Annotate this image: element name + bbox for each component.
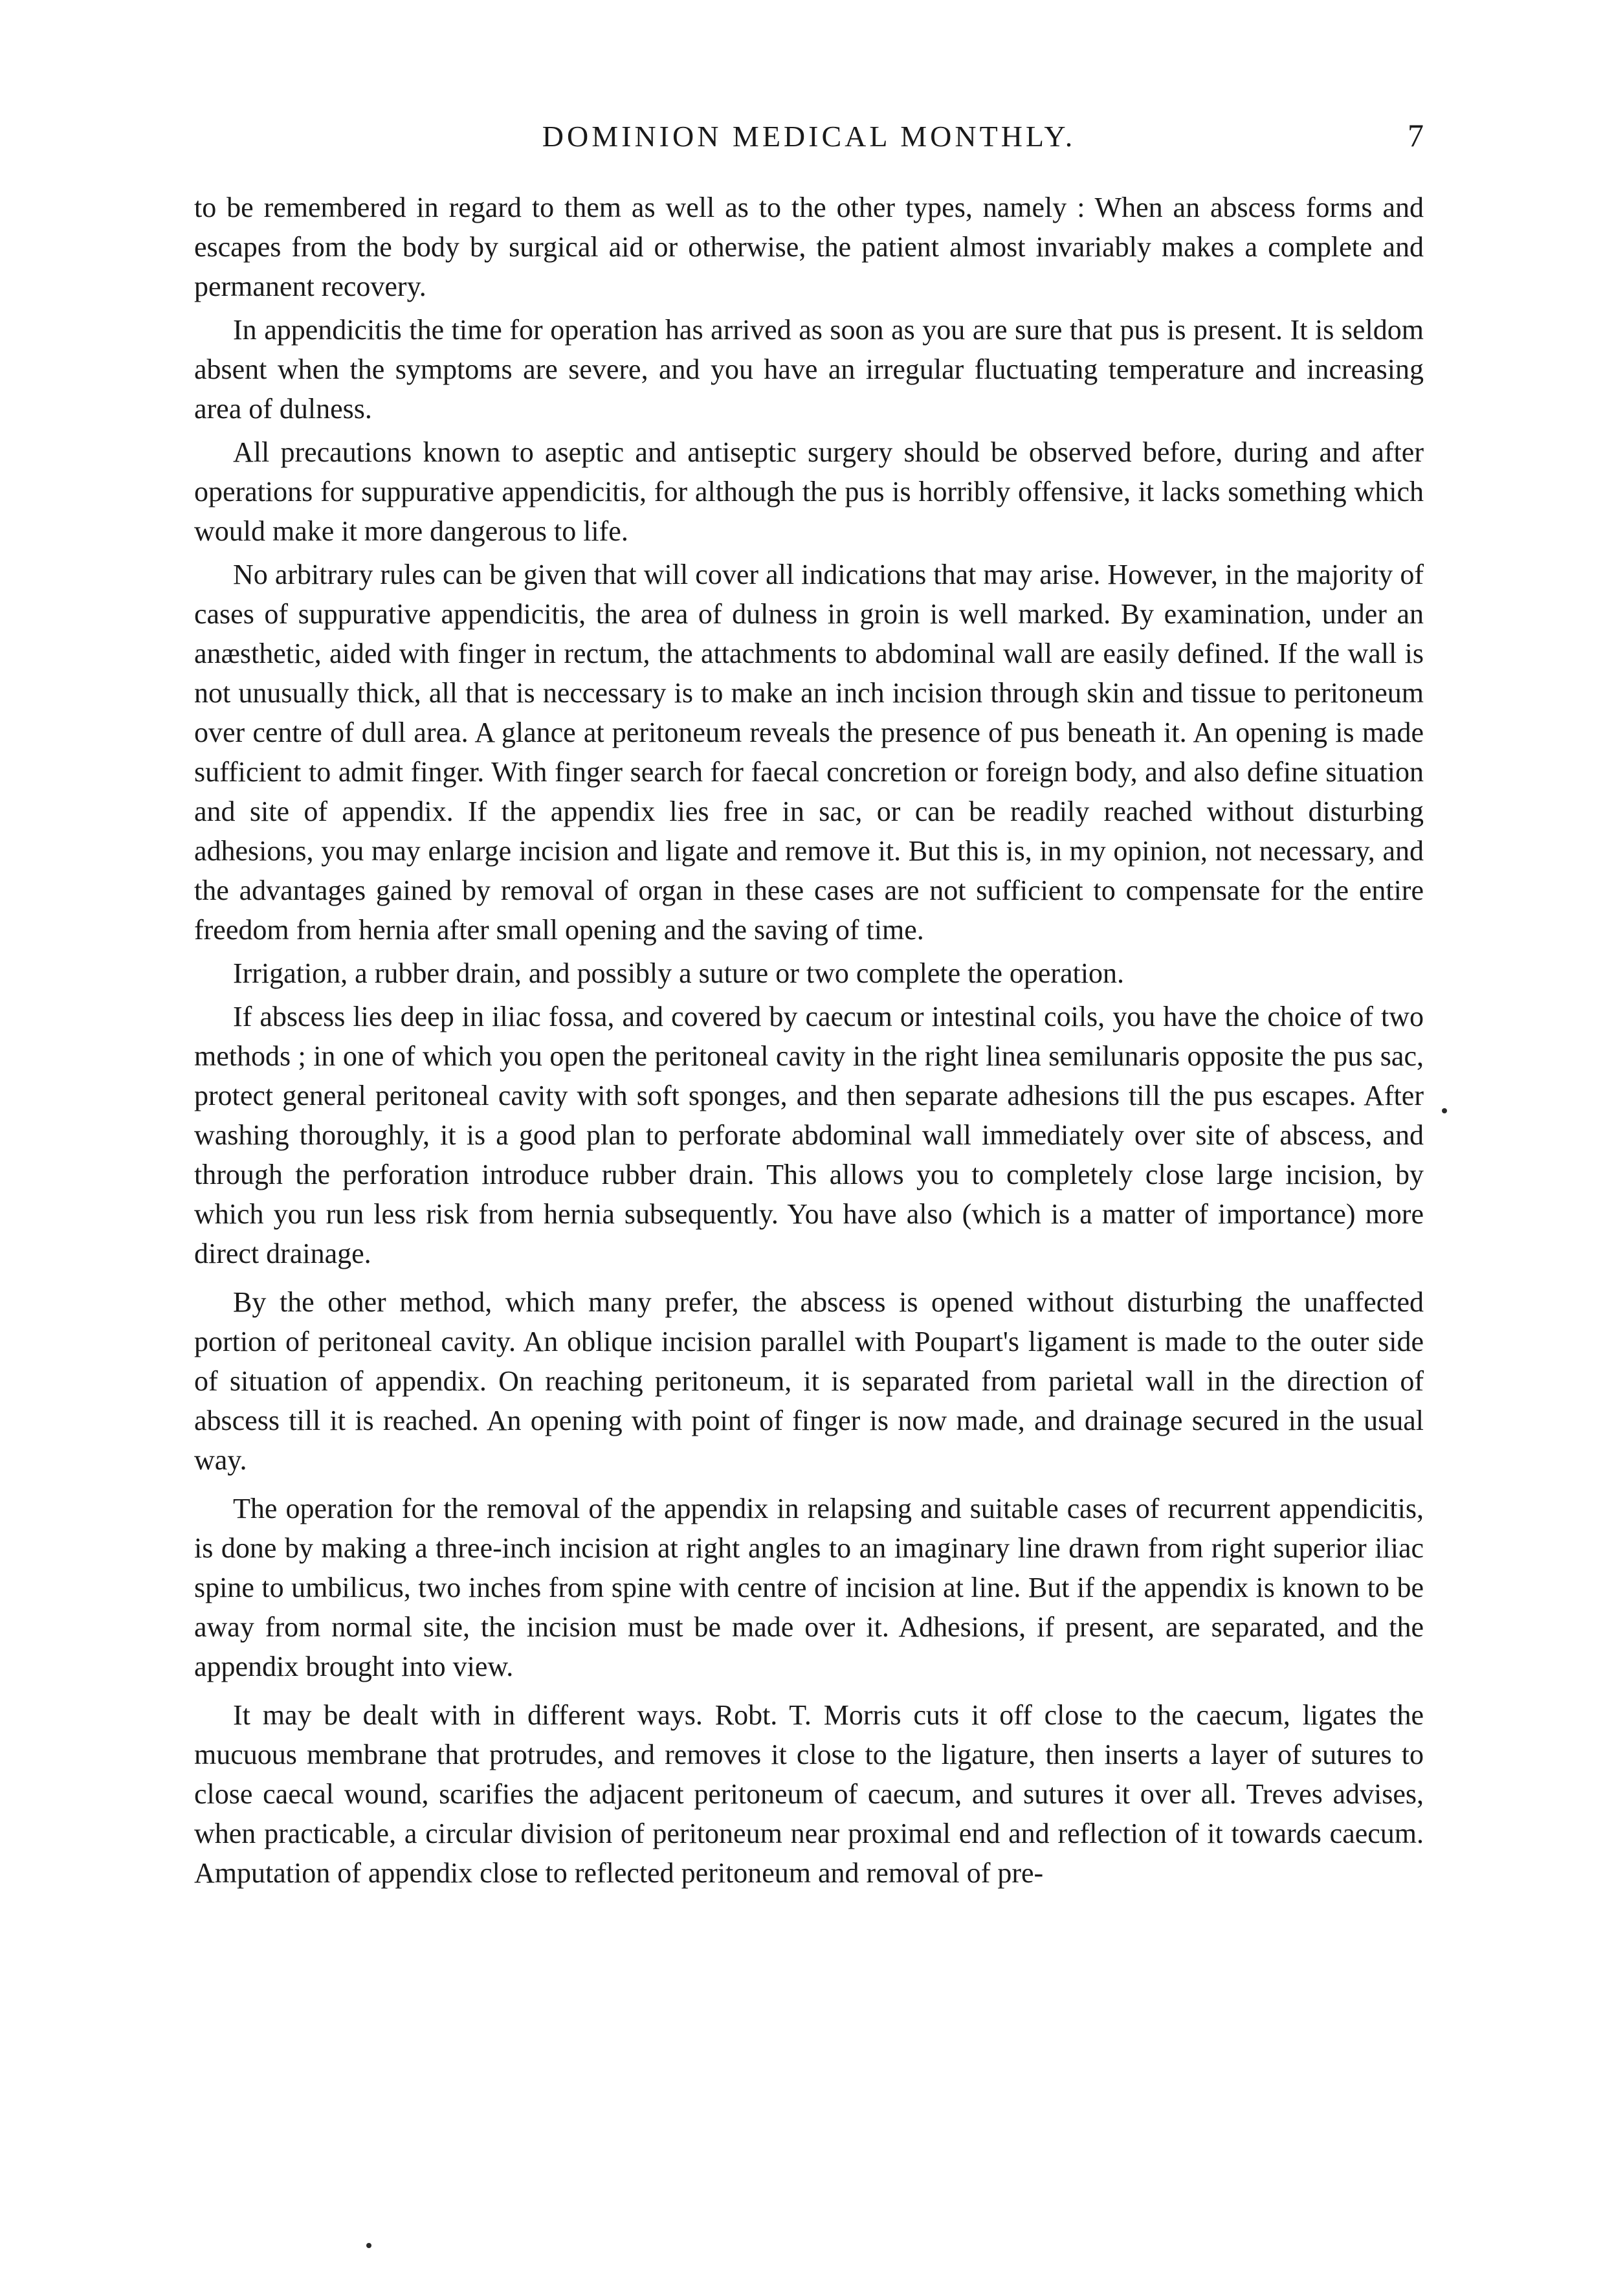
running-head: DOMINION MEDICAL MONTHLY. [542, 120, 1076, 153]
paragraph: No arbitrary rules can be given that will cover all indications that may arise. However, in the majority of cases of suppurative appendicitis, the area of dulness in groin is well marked. By examination, under an anæsthetic, aided with finger in rectum, the attachments to abdominal wall are easily defined. If the wall is not unusually thick, all that is neccessary is to make an inch incision through skin and tissue to peritoneum over centre of dull area. A glance at peritoneum reveals the presence of pus beneath it. An opening is made sufficient to admit finger. With finger search for faecal concretion or foreign body, and also define situation and site of appendix. If the appendix lies free in sac, or can be readily reached without disturbing adhesions, you may enlarge incision and ligate and remove it. But this is, in my opinion, not necessary, and the advantages gained by removal of organ in these cases are not sufficient to compensate for the entire freedom from hernia after small opening and the saving of time. [194, 559, 1424, 946]
page-header [194, 117, 1424, 154]
paragraph: Irrigation, a rubber drain, and possibly a suture or two complete the operation. [233, 957, 1125, 989]
paragraph: All precautions known to aseptic and antiseptic surgery should be observed before, during and after operations for suppurative appendicitis, for although the pus is horribly offensive, it lacks something which would make it more dangerous to life. [194, 436, 1424, 547]
paragraph: In appendicitis the time for operation has arrived as soon as you are sure that pus is present. It is seldom absent when the symptoms are severe, and you have an irregular fluctuating temperature and increasing area of dulness. [194, 314, 1424, 425]
body-text [194, 188, 1424, 1897]
paragraph: If abscess lies deep in iliac fossa, and covered by caecum or intestinal coils, you have the choice of two methods ; in one of which you open the peritoneal cavity in the right linea semilunaris opposite the pus sac, protect general peritoneal cavity with soft sponges, and then separate adhesions till the pus escapes. After washing thoroughly, it is a good plan to perforate abdominal wall immediately over site of abscess, and through the perforation introduce rubber drain. This allows you to completely close large incision, by which you run less risk from hernia subsequently. You have also (which is a matter of importance) more direct drainage. [194, 1001, 1424, 1269]
paragraph: to be remembered in regard to them as well as to the other types, namely : When an abscess forms and escapes from the body by surgical aid or otherwise, the patient almost invariably makes a complete and permanent recovery. [194, 192, 1424, 302]
page-number: 7 [1408, 117, 1424, 153]
paragraph: The operation for the removal of the appendix in relapsing and suitable cases of recurrent appendicitis, is done by making a three-inch incision at right angles to an imaginary line drawn from right superior iliac spine to umbilicus, two inches from spine with centre of incision at line. But if the appendix is known to be away from normal site, the incision must be made over it. Adhesions, if present, are separated, and the appendix brought into view. [194, 1493, 1424, 1682]
paragraph: By the other method, which many prefer, the abscess is opened without disturbing the unaffected portion of peritoneal cavity. An oblique incision parallel with Poupart's ligament is made to the outer side of situation of appendix. On reaching peritoneum, it is separated from parietal wall in the direction of abscess till it is reached. An opening with point of finger is now made, and drainage secured in the usual way. [194, 1286, 1424, 1476]
print-speck [1442, 1108, 1447, 1113]
print-speck [366, 2243, 371, 2248]
paragraph: It may be dealt with in different ways. Robt. T. Morris cuts it off close to the caecum, ligates the mucuous membrane that protrudes, and removes it close to the ligature, then inserts a layer of sutures to close caecal wound, scarifies the adjacent peritoneum of caecum, and sutures it over all. Treves advises, when practicable, a circular division of peritoneum near proximal end and reflection of it towards caecum. Amputation of appendix close to reflected peritoneum and removal of pre- [194, 1699, 1424, 1889]
